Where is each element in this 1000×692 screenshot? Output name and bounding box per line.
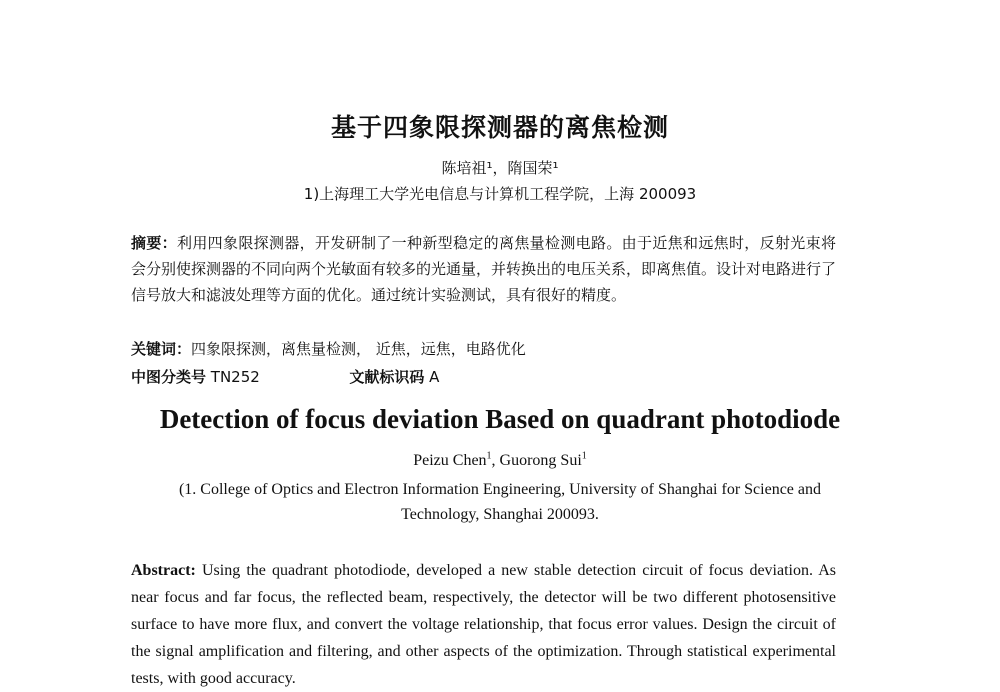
english-abstract-label: Abstract: xyxy=(131,562,196,579)
chinese-keywords-text: 四象限探测，离焦量检测， 近焦，远焦，电路优化 xyxy=(191,340,526,358)
classification-label: 中图分类号 xyxy=(131,368,207,386)
english-abstract xyxy=(131,557,836,692)
chinese-affiliation: 1)上海理工大学光电信息与计算机工程学院，上海 200093 xyxy=(303,185,697,203)
classification-value: TN252 xyxy=(210,368,260,386)
chinese-abstract-text: 利用四象限探测器，开发研制了一种新型稳定的离焦量检测电路。由于近焦和远焦时，反射光束将会分别使探测器的不同向两个光敏面有较多的光通量，并转换出的电压关系，即离焦值。设计对电路进行了信号放大和滤波处理等方面的优化。通过统计实验测试，具有很好的精度。 xyxy=(131,234,837,304)
doc-code-value: A xyxy=(429,368,440,386)
english-affiliation: (1. College of Optics and Electron Information Engineering, University of Shanghai for Science and Technology, Shanghai 200093. xyxy=(178,481,822,523)
chinese-keywords-label: 关键词： xyxy=(131,340,192,358)
chinese-keywords xyxy=(131,336,836,362)
english-title: Detection of focus deviation Based on quadrant photodiode xyxy=(159,404,841,434)
chinese-abstract xyxy=(131,230,836,308)
author-1-sup: 1 xyxy=(486,450,492,462)
chinese-abstract-label: 摘要： xyxy=(131,234,177,252)
author-1: Peizu Chen xyxy=(413,452,487,469)
doc-code-label: 文献标识码 xyxy=(349,368,425,386)
author-2: , Guorong Sui xyxy=(491,452,582,469)
english-authors xyxy=(0,452,1000,470)
chinese-classification xyxy=(131,364,836,390)
author-2-sup: 1 xyxy=(581,450,587,462)
english-abstract-text: Using the quadrant photodiode, developed a new stable detection circuit of focus deviation. As near focus and far focus, the reflected beam, respectively, the detector will be two different photosensitive surface to have more flux, and convert the voltage relationship, that focus error values. Design the circuit of the signal amplification and filtering, and other aspects of the optimization. Through statistical experimental tests, with good accuracy. xyxy=(131,562,837,687)
chinese-title: 基于四象限探测器的离焦检测 xyxy=(330,113,669,142)
chinese-authors: 陈培祖¹，隋国荣¹ xyxy=(441,159,559,177)
